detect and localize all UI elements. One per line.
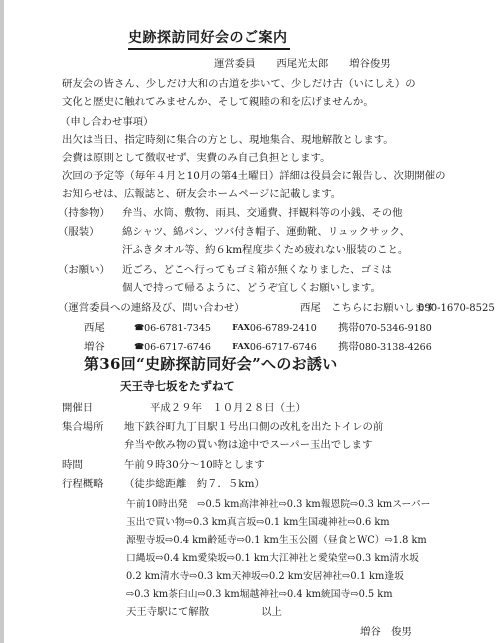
meeting-place-value: 地下鉄谷町九丁目駅１号出口側の改札を出たトイレの前 [124, 421, 384, 433]
notes-line-1: 出欠は当日、指定時刻に集合の方とし、現地集合、現地解散とします。 [62, 134, 394, 146]
route-line-4: 口縄坂⇨0.4 km愛染坂⇨0.1 km大江神社と愛染堂⇨0.3 km清水坂 [126, 553, 419, 564]
contact-nishio-note: 西尾 こちらにお願いします [300, 302, 436, 314]
route-label: 行程概略 [62, 478, 104, 490]
contact-name: 西尾 [84, 322, 105, 334]
contact-heading: （運営委員への連絡及び、問い合わせ） [58, 302, 245, 314]
title-underline [128, 48, 290, 50]
shopping-note: 弁当や飲み物の買い物は途中でスーパー玉出でします [124, 439, 373, 451]
intro-line-1: 研友会の皆さん、少しだけ大和の古道を歩いて、少しだけ古（いにしえ）の [62, 78, 416, 90]
event-title: 第36回“史跡探訪同好会”へのお誘い [84, 355, 338, 373]
route-line-7: 天王寺駅にて解散 以上 [126, 606, 282, 618]
contact-name: 増谷 [84, 341, 105, 353]
time-label: 時間 [62, 459, 83, 471]
contact-nishio-note-tel: 090-1670-8525 [418, 303, 495, 314]
request-label: （お願い） [58, 264, 110, 276]
committee-members: 運営委員 西尾光太郎 増谷俊男 [214, 58, 391, 70]
mobile-label: 携帯 [338, 322, 359, 334]
notes-line-3: 次回の予定等（毎年４月と10月の第4土曜日）詳細は役員会に報告し、次期開催の [62, 170, 446, 182]
time-value: 午前９時30分～10時とします [124, 459, 265, 471]
contact-tel: 06-6781-7345 [144, 323, 211, 334]
route-line-1: 午前10時出発 ⇨0.5 km高津神社⇨0.3 km報恩院⇨0.3 kmスーパー [126, 499, 431, 510]
meeting-place-label: 集合場所 [62, 421, 104, 433]
contact-fax: 06-6789-2410 [249, 323, 317, 334]
clothing-line-1: 綿シャツ、綿パン、ツバ付き帽子、運動靴、リュックサック、 [122, 226, 411, 238]
notes-heading: （申し合わせ事項） [60, 116, 154, 128]
request-line-2: 個人で持って帰るように、どうぞ宜しくお願いします。 [122, 282, 381, 294]
notes-line-4: お知らせは、広報誌と、研友会ホームページに記載します。 [62, 188, 342, 200]
route-line-3: 源聖寺坂⇨0.4 km齢延寺⇨0.1 km生玉公園（昼食とWC）⇨1.8 km [126, 535, 427, 546]
route-line-2: 玉出で買い物⇨0.3 km真言坂⇨0.1 km生国魂神社⇨0.6 km [126, 517, 390, 528]
contact-mobile: 070-5346-9180 [358, 323, 432, 334]
contact-tel: 06-6717-6746 [144, 342, 211, 353]
signature: 増谷 俊男 [360, 626, 412, 638]
intro-line-2: 文化と歴史に触れてみませんか、そして親睦の和を広げませんか。 [62, 96, 374, 108]
mobile-label: 携帯 [338, 341, 359, 353]
notes-line-2: 会費は原則として徴収せず、実費のみ自己負担とします。 [62, 152, 331, 164]
route-line-6: ⇨0.3 km茶臼山⇨0.3 km堀越神社⇨0.4 km統国寺⇨0.5 km [126, 589, 393, 600]
phone-icon: ☎ [134, 341, 145, 351]
contact-mobile: 080-3138-4266 [358, 342, 432, 353]
items-text: 弁当、水筒、敷物、雨具、交通費、拝観料等の小銭、その他 [122, 207, 403, 219]
phone-icon: ☎ [134, 322, 145, 332]
route-line-5: 0.2 km清水寺⇨0.3 km天神坂⇨0.2 km安居神社⇨0.1 km逢坂 [126, 571, 404, 582]
contact-fax: 06-6717-6746 [249, 342, 317, 353]
request-line-1: 近ごろ、どこへ行ってもゴミ箱が無くなりました、ゴミは [122, 264, 392, 276]
date-label: 開催日 [62, 402, 94, 414]
scan-edge [0, 0, 4, 643]
date-value: 平成２９年 １０月２８日（土） [150, 402, 306, 414]
route-distance: （徒歩総距離 約７．５km） [124, 478, 265, 490]
fax-icon: FAX [232, 341, 250, 351]
fax-icon: FAX [232, 322, 250, 332]
page-title: 史跡探訪同好会のご案内 [128, 30, 288, 46]
contact-row-nishio [84, 322, 432, 335]
event-subtitle: 天王寺七坂をたずねて [120, 379, 235, 393]
clothing-label: （服装） [58, 226, 100, 238]
clothing-line-2: 汗ふきタオル等、約６km程度歩くため疲れない服装のこと。 [122, 244, 409, 256]
contact-row-masutani [84, 341, 432, 354]
items-label: （持参物） [58, 207, 110, 219]
